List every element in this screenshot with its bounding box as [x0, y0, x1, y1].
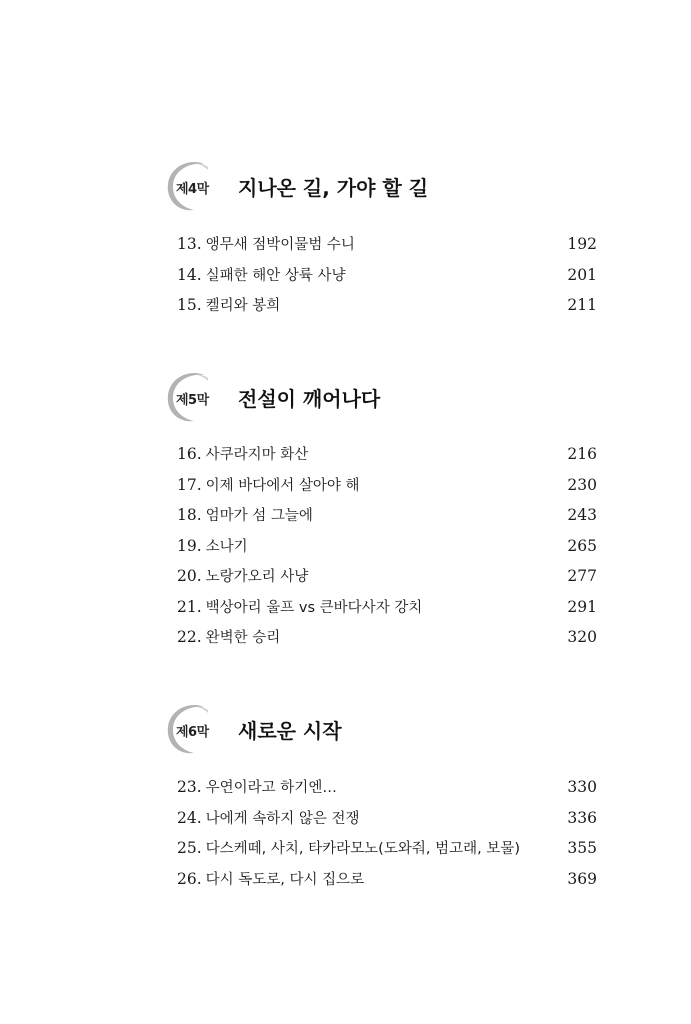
entry-page: 230: [567, 475, 597, 494]
entry-number: 13.: [177, 235, 202, 253]
toc-entries: [177, 229, 597, 321]
entry-title: 노랑가오리 사냥: [205, 569, 309, 585]
entry-number: 16.: [177, 445, 202, 463]
entry-title: 완벽한 승리: [205, 630, 281, 646]
toc-entries: [177, 772, 597, 894]
entry-page: 192: [567, 235, 597, 253]
entry-number: 23.: [177, 778, 202, 796]
toc-entry[interactable]: [177, 622, 597, 653]
entry-page: 355: [567, 839, 597, 857]
toc-entry[interactable]: [177, 290, 597, 321]
entry-page: 291: [567, 597, 597, 616]
entry-number: 24.: [177, 808, 202, 827]
entry-page: 211: [567, 296, 597, 314]
entry-page: 265: [567, 536, 597, 555]
act-label: 제4막: [176, 182, 209, 197]
entry-number: 21.: [177, 597, 202, 616]
toc-entry[interactable]: [177, 229, 597, 260]
entry-page: 320: [567, 628, 597, 646]
toc-entry[interactable]: [177, 864, 597, 895]
entry-title: 다스케떼, 사치, 타카라모노(도와줘, 범고래, 보물): [205, 841, 520, 857]
section-header: [160, 701, 560, 761]
section-title: 전설이 깨어나다: [238, 387, 381, 411]
entry-title: 켈리와 봉희: [205, 298, 281, 314]
entry-title: 이제 바다에서 살아야 해: [205, 477, 360, 494]
entry-number: 14.: [177, 265, 202, 284]
act-label: 제5막: [176, 393, 209, 408]
section-title: 새로운 시작: [238, 719, 342, 743]
entry-number: 20.: [177, 567, 202, 585]
entry-title: 사쿠라지마 화산: [205, 447, 309, 463]
toc-entry[interactable]: [177, 561, 597, 592]
entry-number: 22.: [177, 628, 202, 646]
entry-page: 201: [567, 265, 597, 284]
entry-title: 실패한 해안 상륙 사냥: [205, 267, 346, 284]
toc-entry[interactable]: [177, 260, 597, 291]
act-label: 제6막: [176, 725, 209, 740]
entry-number: 15.: [177, 296, 202, 314]
toc-entry[interactable]: [177, 470, 597, 501]
entry-number: 25.: [177, 839, 202, 857]
entry-number: 17.: [177, 475, 202, 494]
section-header: [160, 369, 560, 429]
entry-page: 277: [567, 567, 597, 585]
toc-entry[interactable]: [177, 803, 597, 834]
entry-title: 다시 독도로, 다시 집으로: [205, 871, 365, 888]
entry-page: 216: [567, 445, 597, 463]
section-title: 지나온 길, 가야 할 길: [238, 176, 429, 200]
entry-title: 소나기: [205, 538, 248, 555]
toc-entry[interactable]: [177, 531, 597, 562]
toc-entries: [177, 439, 597, 653]
entry-page: 369: [567, 869, 597, 888]
entry-title: 우연이라고 하기엔…: [205, 780, 337, 796]
entry-number: 19.: [177, 536, 202, 555]
toc-entry[interactable]: [177, 772, 597, 803]
entry-title: 엄마가 섬 그늘에: [205, 508, 313, 524]
entry-title: 나에게 속하지 않은 전쟁: [205, 810, 360, 827]
toc-entry[interactable]: [177, 439, 597, 470]
entry-page: 336: [567, 808, 597, 827]
entry-page: 243: [567, 506, 597, 524]
entry-title: 앵무새 점박이물범 수니: [205, 237, 355, 253]
section-header: [160, 158, 560, 218]
entry-number: 18.: [177, 506, 202, 524]
entry-page: 330: [567, 778, 597, 796]
entry-number: 26.: [177, 869, 202, 888]
toc-entry[interactable]: [177, 592, 597, 623]
entry-title: 백상아리 울프 vs 큰바다사자 강치: [205, 599, 423, 616]
toc-entry[interactable]: [177, 833, 597, 864]
toc-entry[interactable]: [177, 500, 597, 531]
